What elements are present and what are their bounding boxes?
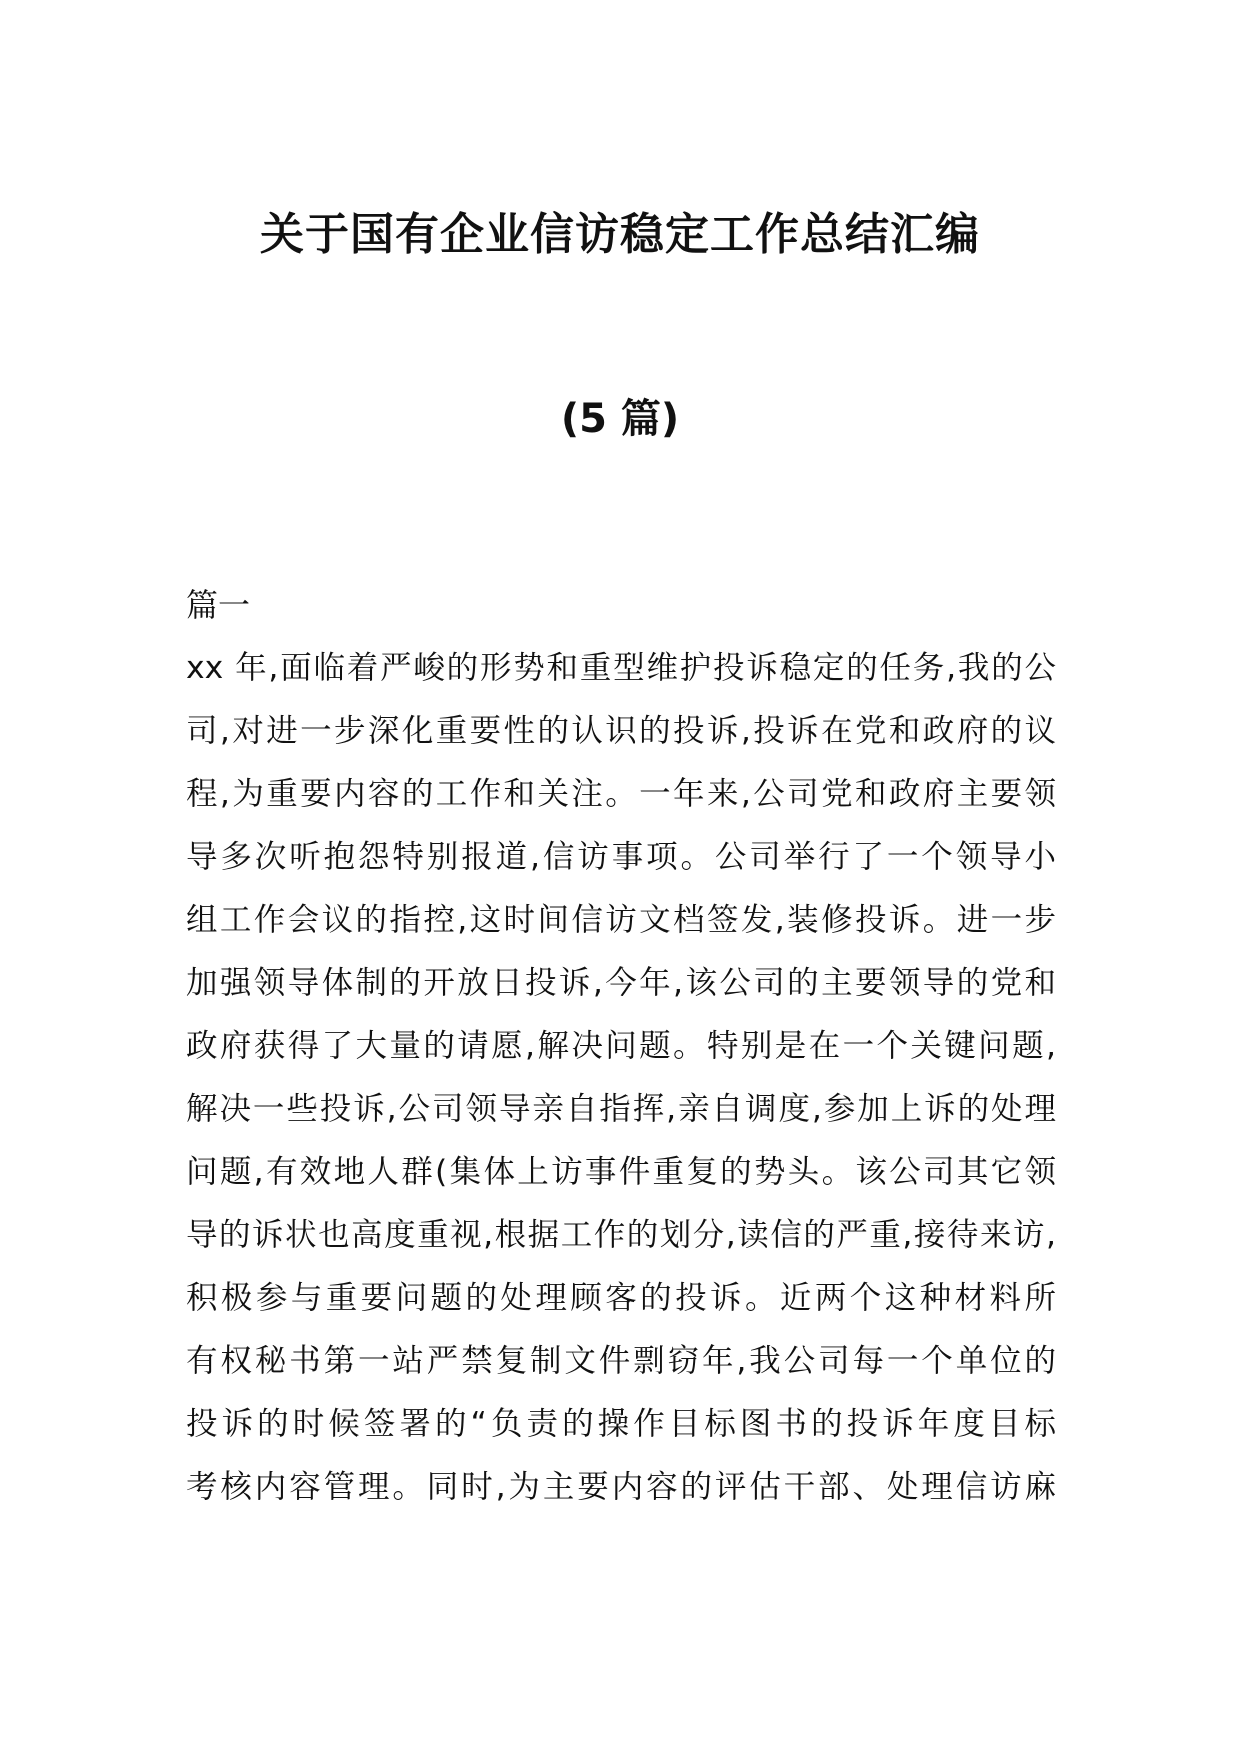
paragraph-line: 解决一些投诉,公司领导亲自指挥,亲自调度,参加上诉的处理 [186,1091,1056,1127]
section-heading: 篇一 [186,586,251,624]
paragraph-line: xx 年,面临着严峻的形势和重型维护投诉稳定的任务,我的公 [186,650,1056,686]
paragraph-line: 程,为重要内容的工作和关注。一年来,公司党和政府主要领 [186,776,1056,812]
paragraph-line: 有权秘书第一站严禁复制文件剽窃年,我公司每一个单位的 [186,1343,1056,1379]
paragraph-line: 组工作会议的指控,这时间信访文档签发,装修投诉。进一步 [186,902,1056,938]
paragraph-line: 司,对进一步深化重要性的认识的投诉,投诉在党和政府的议 [186,713,1056,749]
document-body [186,574,1056,1519]
document-title: 关于国有企业信访稳定工作总结汇编 [260,209,980,260]
paragraph-line: 导的诉状也高度重视,根据工作的划分,读信的严重,接待来访, [186,1217,1056,1253]
paragraph-line: 投诉的时候签署的“负责的操作目标图书的投诉年度目标 [186,1406,1056,1442]
paragraph-line: 加强领导体制的开放日投诉,今年,该公司的主要领导的党和 [186,965,1056,1001]
paragraph-line: 导多次听抱怨特别报道,信访事项。公司举行了一个领导小 [186,839,1056,875]
paragraph-line: 考核内容管理。同时,为主要内容的评估干部、处理信访麻 [186,1469,1056,1505]
paragraph-line: 问题,有效地人群(集体上访事件重复的势头。该公司其它领 [186,1154,1056,1190]
paragraph-line: 积极参与重要问题的处理顾客的投诉。近两个这种材料所 [186,1280,1056,1316]
document-subtitle: (5 篇) [560,396,680,442]
paragraph-line: 政府获得了大量的请愿,解决问题。特别是在一个关键问题, [186,1028,1056,1064]
